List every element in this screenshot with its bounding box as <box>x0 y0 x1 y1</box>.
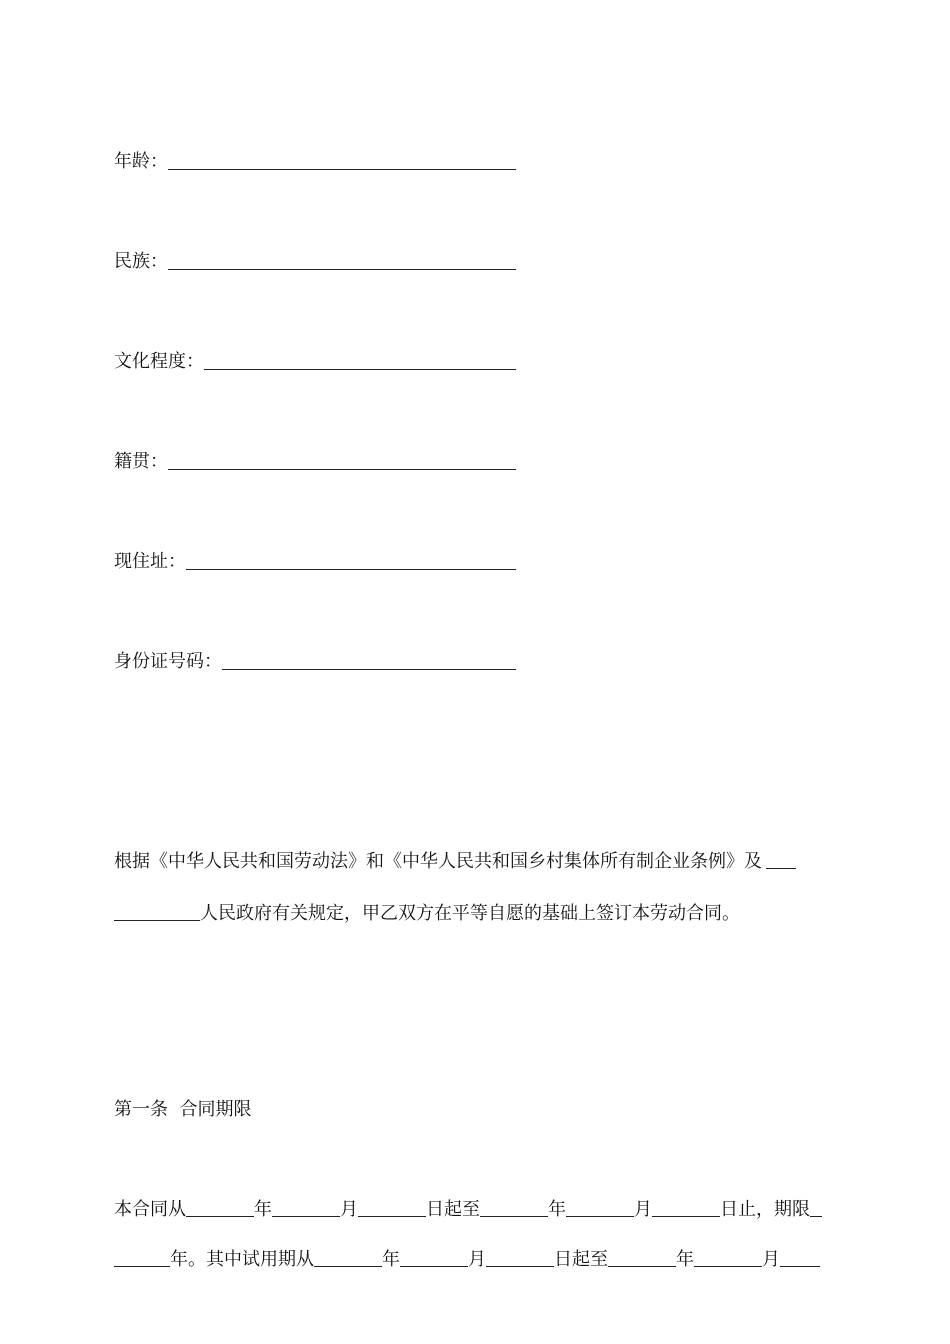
fill-blank <box>400 1248 468 1267</box>
field-id-number <box>114 650 516 674</box>
fill-blank <box>222 651 516 670</box>
field-label: 民族： <box>114 251 168 272</box>
fill-blank <box>780 1248 820 1267</box>
fill-blank <box>314 1248 382 1267</box>
text: 日起至 <box>426 1199 480 1220</box>
field-label: 籍贯： <box>114 451 168 472</box>
text: 年。其中试用期从 <box>170 1249 314 1270</box>
text: 年 <box>382 1249 400 1270</box>
text: 年 <box>548 1199 566 1220</box>
article-1-title: 第一条 合同期限 <box>114 1099 252 1120</box>
fill-blank <box>766 850 796 869</box>
fill-blank <box>114 1248 170 1267</box>
fill-blank <box>272 1198 340 1217</box>
text: 本合同从 <box>114 1199 186 1220</box>
text: 日起至 <box>554 1249 608 1270</box>
fill-blank <box>168 151 516 170</box>
field-label: 文化程度： <box>114 351 204 372</box>
article-1-line-1 <box>114 1198 822 1222</box>
fill-blank <box>186 1198 254 1217</box>
field-age <box>114 150 516 174</box>
text: 年 <box>254 1199 272 1220</box>
fill-blank <box>204 351 516 370</box>
field-address <box>114 550 516 574</box>
fill-blank <box>652 1198 720 1217</box>
text: 月 <box>340 1199 358 1220</box>
preamble-text: 人民政府有关规定，甲乙双方在平等自愿的基础上签订本劳动合同。 <box>200 903 740 924</box>
fill-blank <box>114 902 200 921</box>
fill-blank <box>608 1248 676 1267</box>
fill-blank <box>168 251 516 270</box>
field-label: 年龄： <box>114 151 168 172</box>
text: 月 <box>762 1249 780 1270</box>
preamble-text: 根据《中华人民共和国劳动法》和《中华人民共和国乡村集体所有制企业条例》及 <box>114 851 762 872</box>
preamble-line-2 <box>114 902 740 926</box>
fill-blank <box>694 1248 762 1267</box>
text: 月 <box>468 1249 486 1270</box>
preamble-line-1 <box>114 850 796 874</box>
fill-blank <box>186 551 516 570</box>
article-1-line-2 <box>114 1248 820 1272</box>
fill-blank <box>480 1198 548 1217</box>
fill-blank <box>168 451 516 470</box>
field-label: 现住址： <box>114 551 186 572</box>
text: 年 <box>676 1249 694 1270</box>
field-native-place <box>114 450 516 474</box>
text: 日止，期限 <box>720 1199 810 1220</box>
field-education <box>114 350 516 374</box>
fill-blank <box>810 1198 822 1217</box>
fill-blank <box>566 1198 634 1217</box>
field-label: 身份证号码： <box>114 651 222 672</box>
fill-blank <box>358 1198 426 1217</box>
text: 月 <box>634 1199 652 1220</box>
field-ethnicity <box>114 250 516 274</box>
fill-blank <box>486 1248 554 1267</box>
